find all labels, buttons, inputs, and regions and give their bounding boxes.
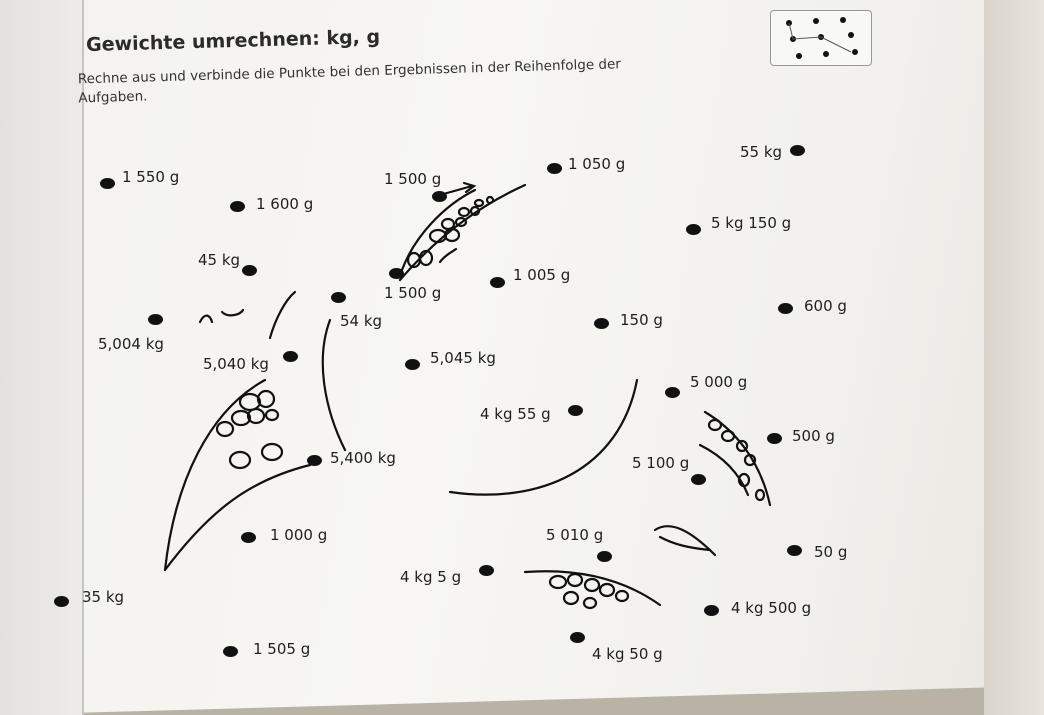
worksheet-title: Gewichte umrechnen: kg, g — [85, 25, 381, 57]
worksheet-instruction: Rechne aus und verbinde die Punkte bei den Ergebnissen in der Reihenfolge der Aufgaben. — [77, 56, 622, 107]
